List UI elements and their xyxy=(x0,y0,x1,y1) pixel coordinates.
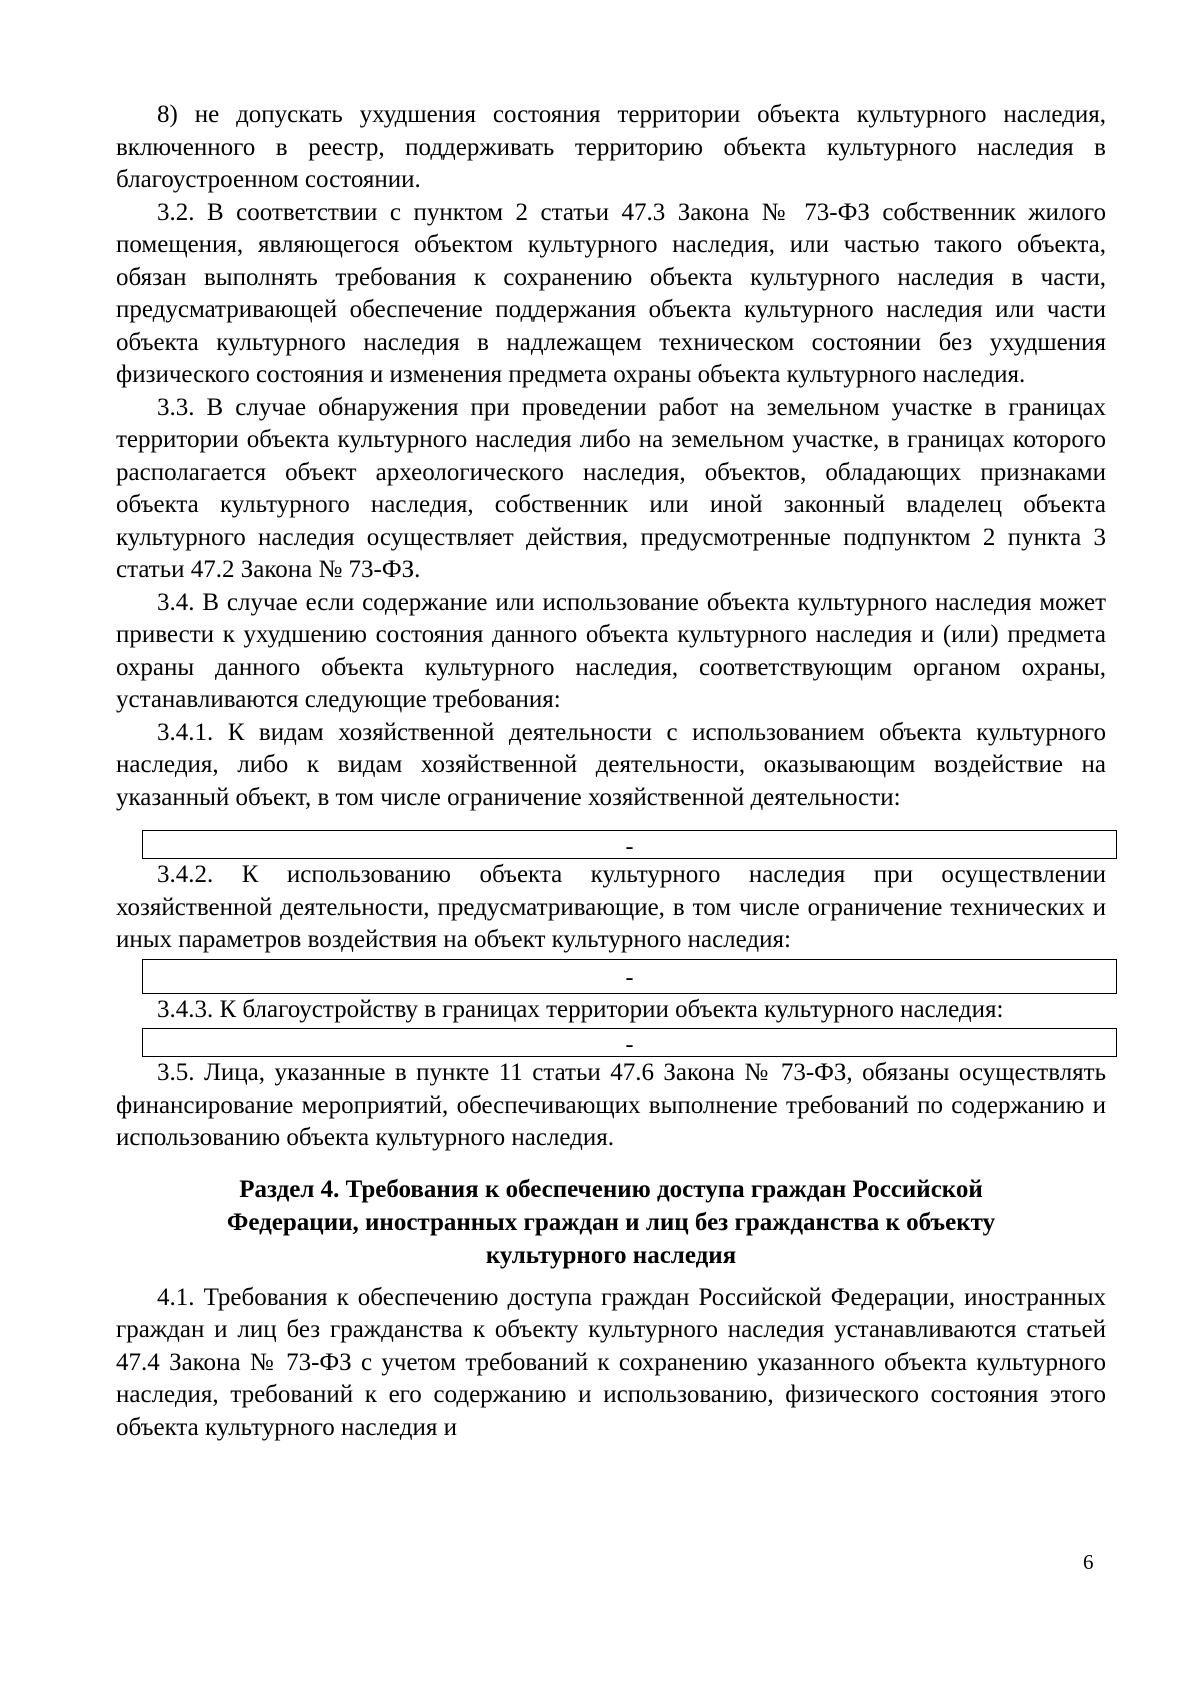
paragraph-3-3: 3.3. В случае обнаружения при проведении работ на земельном участке в границах территории объекта культурного наследия либо на земельном участке, в границах которого располагается объект археологического наследия, объектов, обладающих признаками объекта культурного наследия, собственник или иной законный владелец объекта культурного наследия осуществляет действия, предусмотренные подпунктом 2 пункта 3 статьи 47.2 Закона № 73-ФЗ. xyxy=(116,393,1106,583)
paragraph-3-4-3: 3.4.3. К благоустройству в границах территории объекта культурного наследия: xyxy=(157,995,1004,1023)
page-number: 6 xyxy=(1083,1550,1094,1574)
table-cell-3-4-1 xyxy=(142,830,1117,859)
paragraph-3-5: 3.5. Лица, указанные в пункте 11 статьи 47.6 Закона № 73-ФЗ, обязаны осуществлять финансирование мероприятий, обеспечивающих выполнение требований по содержанию и использованию объекта культурного наследия. xyxy=(116,1059,1106,1151)
document-body xyxy=(116,99,1106,1444)
paragraph-item-8: 8) не допускать ухудшения состояния территории объекта культурного наследия, включенного в реестр, поддерживать территорию объекта культурного наследия в благоустроенном состоянии. xyxy=(116,101,1106,193)
paragraph-4-1: 4.1. Требования к обеспечению доступа граждан Российской Федерации, иностранных граждан и лиц без гражданства к объекту культурного наследия устанавливаются статьей 47.4 Закона № 73-ФЗ с учетом требований к сохранению указанного объекта культурного наследия, требований к его содержанию и использованию, физического состояния этого объекта культурного наследия и xyxy=(116,1283,1106,1441)
paragraph-3-4-1: 3.4.1. К видам хозяйственной деятельности с использованием объекта культурного наследия, либо к видам хозяйственной деятельности, оказывающим воздействие на указанный объект, в том числе ограничение хозяйственной деятельности: xyxy=(116,718,1106,811)
section-heading: Раздел 4. Требования к обеспечению доступа граждан Российской Федерации, иностранных граждан и лиц без гражданства к объекту культурного наследия xyxy=(226,1175,996,1269)
table-cell-value: - xyxy=(625,1031,634,1058)
table-cell-value: - xyxy=(625,833,634,860)
table-cell-value: - xyxy=(625,965,634,991)
paragraph-3-4: 3.4. В случае если содержание или использование объекта культурного наследия может привести к ухудшению состояния данного объекта культурного наследия и (или) предмета охраны данного объекта культурного наследия, соответствующим органом охраны, устанавливаются следующие требования: xyxy=(116,588,1106,713)
paragraph-3-4-2: 3.4.2. К использованию объекта культурного наследия при осуществлении хозяйственной деятельности, предусматривающие, в том числе ограничение технических и иных параметров воздействия на объект культурного наследия: xyxy=(116,861,1106,953)
table-cell-3-4-2 xyxy=(142,959,1117,994)
table-cell-3-4-3 xyxy=(142,1028,1117,1057)
paragraph-3-2: 3.2. В соответствии с пунктом 2 статьи 47.3 Закона № 73-ФЗ собственник жилого помещения, являющегося объектом культурного наследия, или частью такого объекта, обязан выполнять требования к сохранению объекта культурного наследия в части, предусматривающей обеспечение поддержания объекта культурного наследия или части объекта культурного наследия в надлежащем техническом состоянии без ухудшения физического состояния и изменения предмета охраны объекта культурного наследия. xyxy=(116,198,1106,388)
